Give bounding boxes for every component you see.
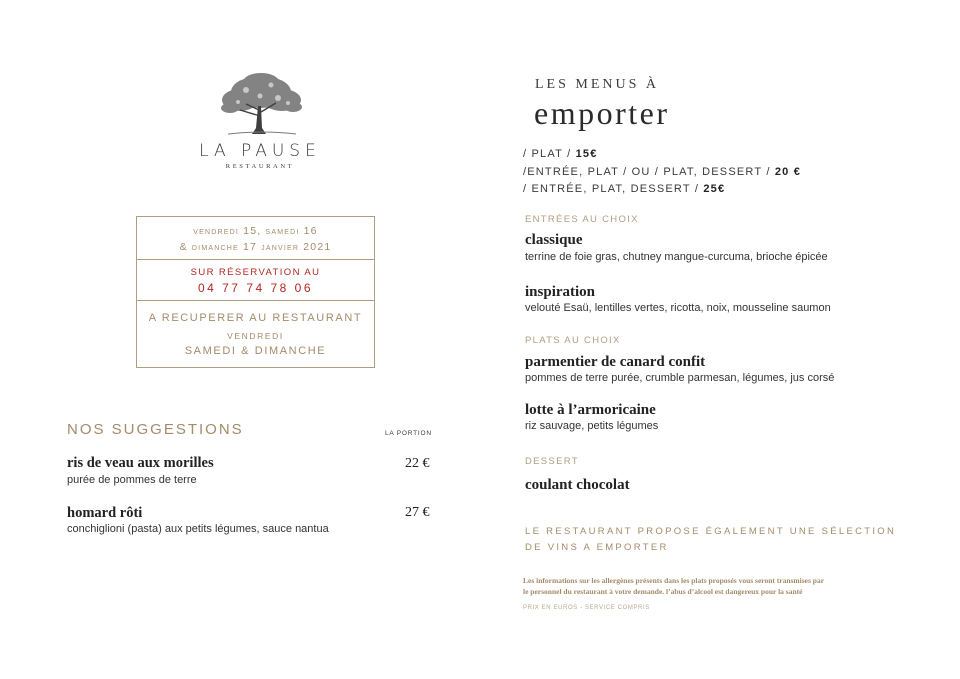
divider (137, 259, 374, 260)
dessert-label: DESSERT (525, 456, 579, 467)
reservation-label: SUR RÉSERVATION AU (190, 267, 321, 278)
wine-note-line-2: DE VINS A EMPORTER (525, 542, 669, 553)
wine-note-line-1: LE RESTAURANT PROPOSE ÉGALEMENT UNE SÉLECTION (525, 526, 897, 537)
info-box (136, 216, 375, 368)
dates-line-1: vendredi 15, samedi 16 (193, 225, 318, 237)
menu-option-label: /ENTRÉE, PLAT / OU / PLAT, DESSERT / (523, 166, 775, 178)
menu-option (523, 183, 725, 195)
menu-option-price: 15€ (575, 148, 598, 160)
oak-tree-logo-icon (216, 70, 306, 142)
allergens-line-2: le personnel du restaurant à votre demande. l’abus d’alcool est dangereux pour la santé (523, 587, 803, 596)
suggestion-price: 27 € (405, 505, 430, 520)
starter-name: inspiration (525, 284, 596, 300)
main-name: parmentier de canard confit (525, 354, 706, 370)
portion-label: LA PORTION (385, 430, 432, 437)
pickup-day-1: VENDREDI (227, 331, 284, 341)
suggestion-desc: conchiglioni (pasta) aux petits légumes, sauce nantua (67, 523, 329, 535)
menu-option (523, 166, 801, 178)
menu-option-label: / ENTRÉE, PLAT, DESSERT / (523, 183, 704, 195)
pickup-label: A RECUPERER AU RESTAURANT (148, 312, 363, 324)
allergens-line-1: Les informations sur les allergènes présents dans les plats proposés vous seront transmises par (523, 576, 825, 585)
main-desc: riz sauvage, petits légumes (525, 420, 659, 432)
suggestion-desc: purée de pommes de terre (67, 474, 197, 486)
dessert-name: coulant chocolat (525, 477, 630, 493)
allergens-note (523, 575, 903, 597)
heading-large: emporter (534, 95, 670, 131)
brand-subtitle: RESTAURANT (225, 163, 295, 170)
mains-label: PLATS AU CHOIX (525, 335, 621, 346)
suggestion-name: homard rôti (67, 505, 143, 521)
main-name: lotte à l’armoricaine (525, 402, 656, 418)
dates-line-2: & dimanche 17 janvier 2021 (179, 241, 332, 253)
starter-name: classique (525, 232, 583, 248)
prices-note: PRIX EN EUROS - SERVICE COMPRIS (523, 605, 650, 611)
suggestion-name: ris de veau aux morilles (67, 455, 214, 471)
starter-desc: terrine de foie gras, chutney mangue-curcuma, brioche épicée (525, 251, 828, 263)
starter-desc: velouté Esaü, lentilles vertes, ricotta, noix, mousseline saumon (525, 302, 831, 314)
suggestions-title: NOS SUGGESTIONS (67, 421, 244, 438)
main-desc: pommes de terre purée, crumble parmesan, légumes, jus corsé (525, 372, 835, 384)
dates (137, 223, 374, 255)
menu-option (523, 148, 598, 160)
starters-label: ENTRÉES AU CHOIX (525, 214, 639, 225)
suggestion-price: 22 € (405, 456, 430, 471)
heading-small: LES MENUS À (535, 77, 660, 92)
menu-option-label: / PLAT / (523, 148, 576, 160)
pickup-days-2: SAMEDI & DIMANCHE (184, 345, 327, 357)
brand-name: LA PAUSE (199, 141, 321, 161)
menu-option-price: 20 € (774, 166, 802, 178)
divider (137, 300, 374, 301)
menu-option-price: 25€ (703, 183, 726, 195)
phone-number[interactable]: 04 77 74 78 06 (197, 281, 314, 295)
